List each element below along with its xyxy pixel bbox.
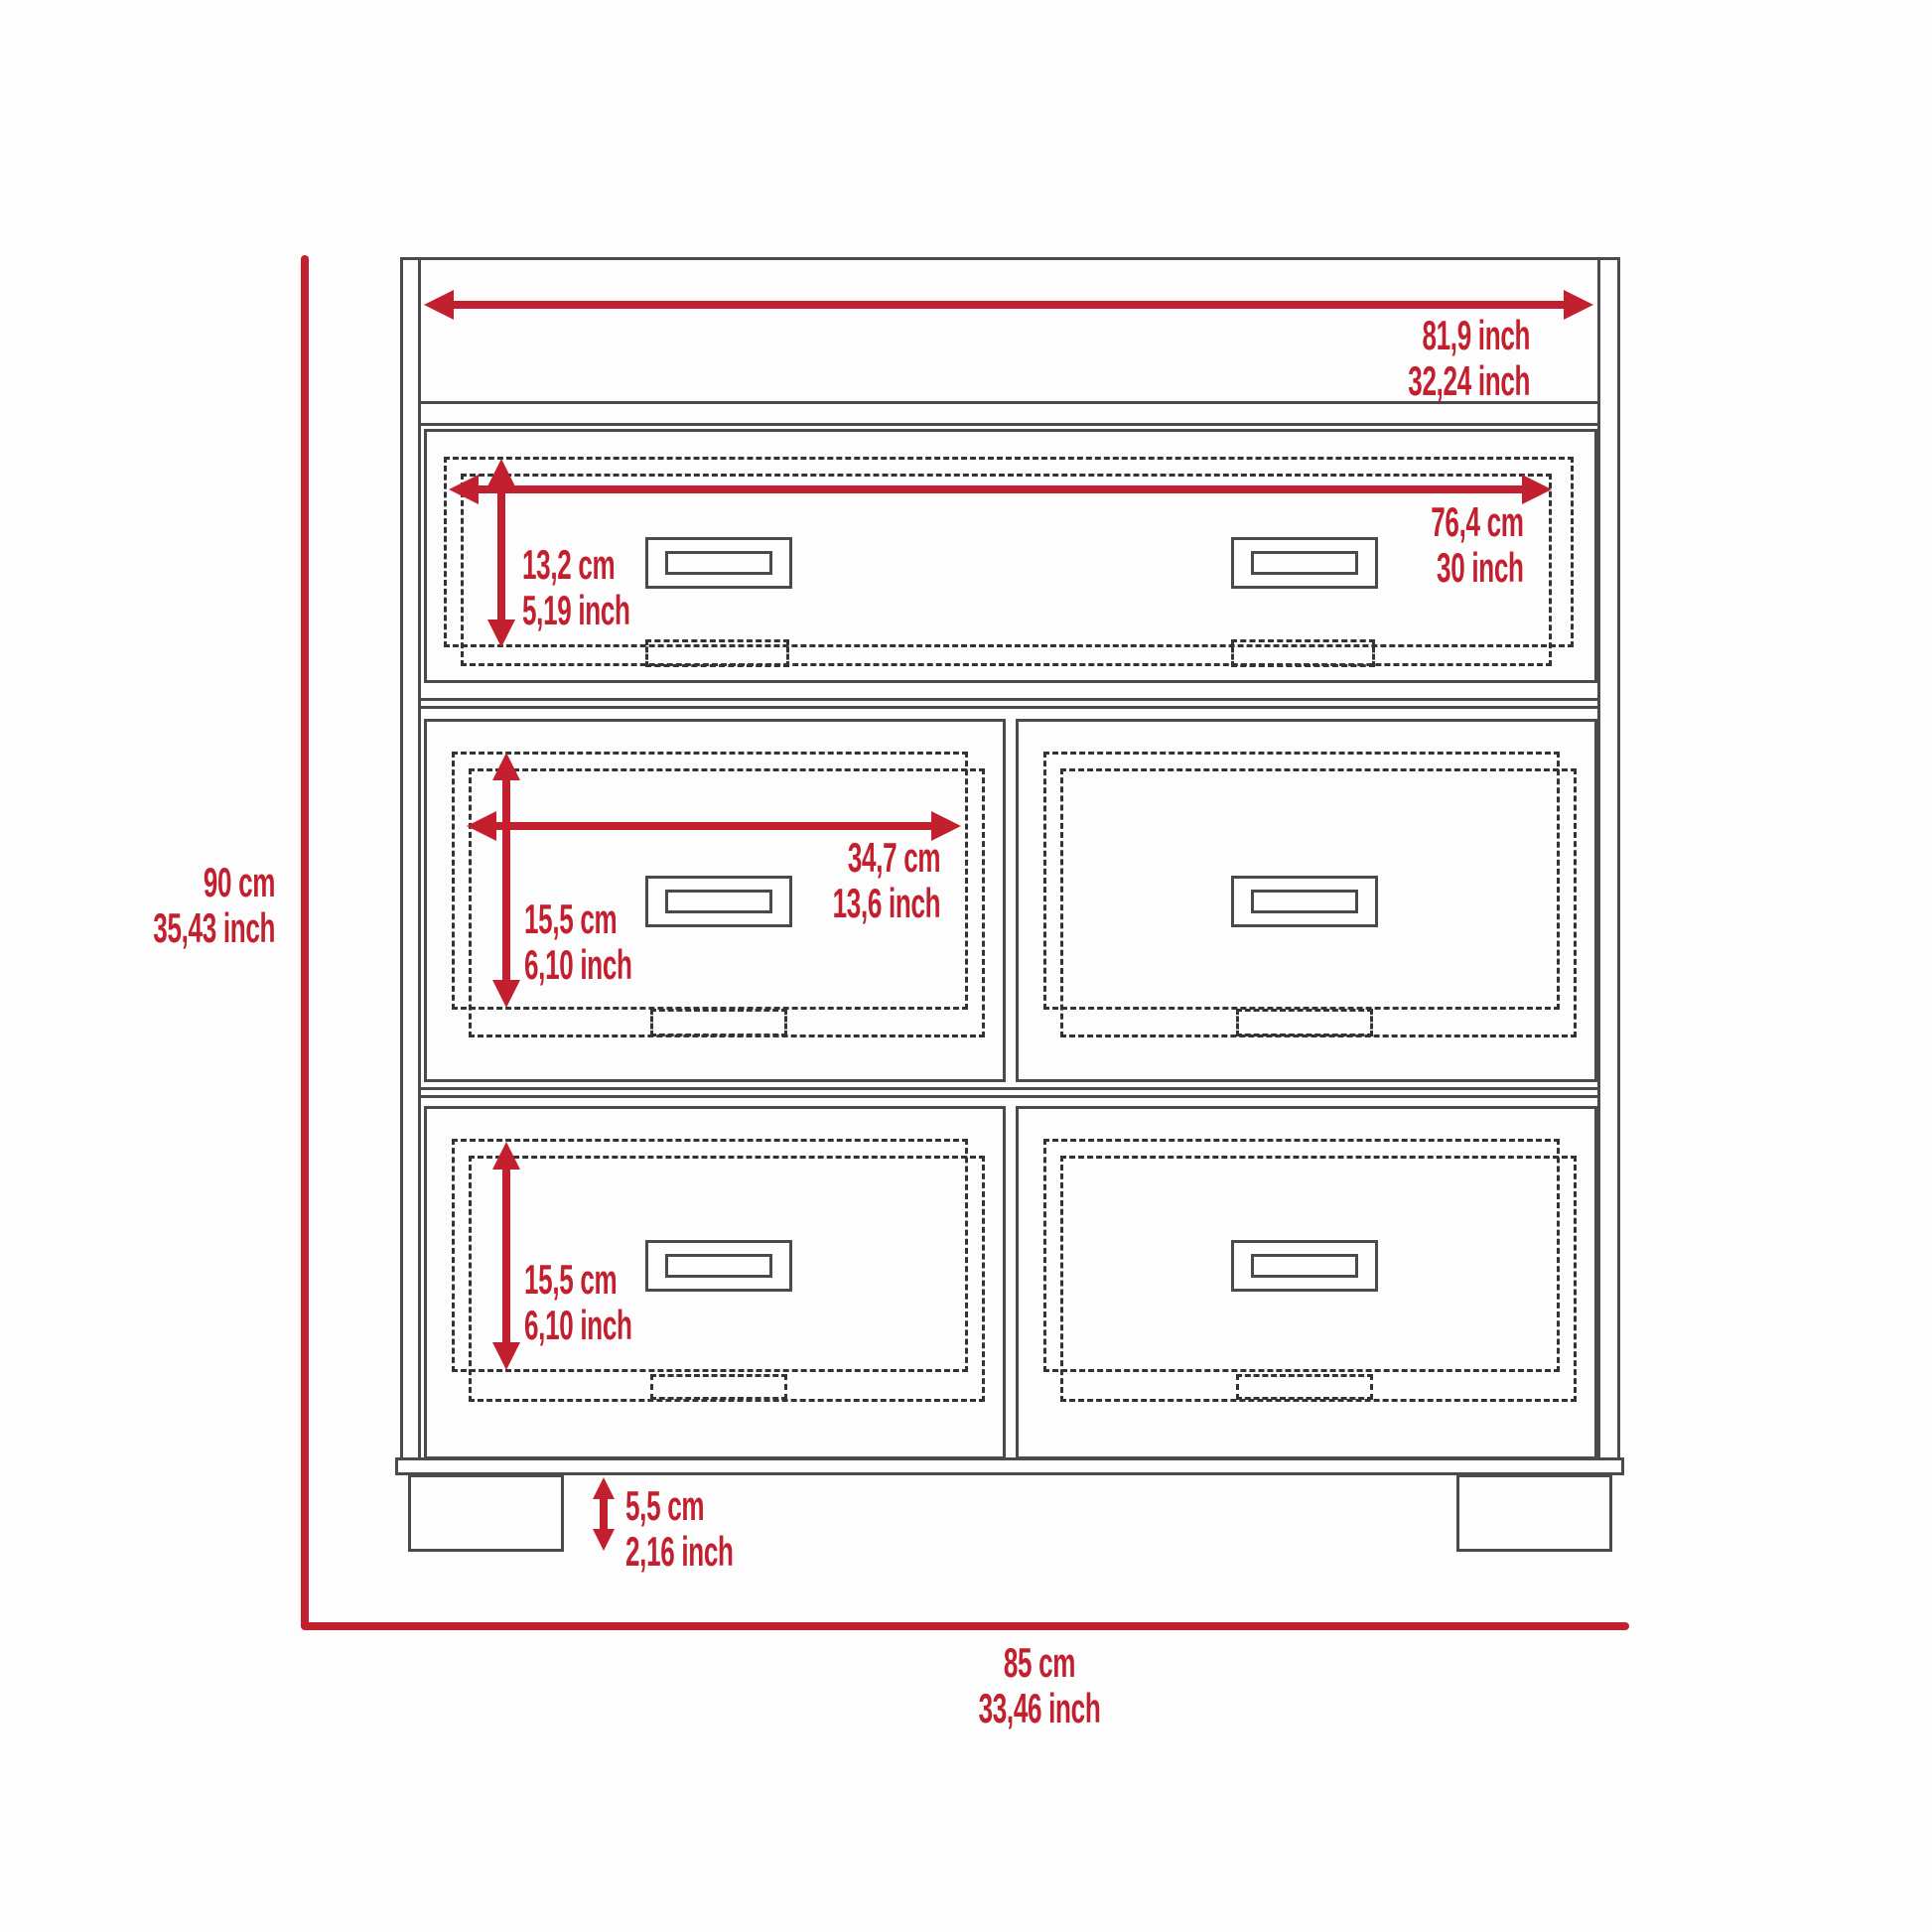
bottom-drawer-height-arrow-head-up xyxy=(492,1142,520,1170)
bottom-drawer-height-label: 15,5 cm 6,10 inch xyxy=(524,1256,632,1348)
top-drawer-handle-left xyxy=(645,537,792,589)
top-drawer-height-label: 13,2 cm 5,19 inch xyxy=(522,541,630,633)
handle-recess xyxy=(1251,1254,1358,1278)
middle-drawer-height-arrow-head-up xyxy=(492,753,520,780)
middle-left-drawer-handle xyxy=(645,876,792,927)
cabinet-right-panel-inner xyxy=(1597,257,1600,1461)
middle-drawer-width-label: 34,7 cm 13,6 inch xyxy=(832,834,940,926)
leg-height-label: 5,5 cm 2,16 inch xyxy=(625,1482,734,1575)
middle-drawer-height-arrow-bar xyxy=(502,778,510,982)
leg-height-arrow-head-up xyxy=(593,1477,615,1499)
leg-height-arrow-head-down xyxy=(593,1529,615,1551)
bottom-right-drawer-handle xyxy=(1231,1240,1378,1292)
overall-width-dimension-line xyxy=(301,1622,1629,1630)
cabinet-leg-right xyxy=(1456,1474,1612,1552)
cabinet-base-board xyxy=(395,1457,1624,1475)
top-drawer-width-arrow-head-right xyxy=(1522,475,1552,504)
handle-recess xyxy=(665,890,772,913)
top-width-arrow-bar xyxy=(450,301,1566,309)
handle-recess xyxy=(665,1254,772,1278)
top-drawer-height-arrow-head-down xyxy=(487,620,515,647)
overall-width-label: 85 cm 33,46 inch xyxy=(978,1639,1101,1731)
handle-recess xyxy=(665,551,772,575)
middle-drawer-height-arrow-head-down xyxy=(492,980,520,1008)
cabinet-top-edge xyxy=(400,257,1620,260)
top-width-label: 81,9 inch 32,24 inch xyxy=(1408,312,1530,404)
row-divider-2b xyxy=(418,1095,1600,1098)
middle-drawer-width-arrow-bar xyxy=(492,822,933,830)
leg-height-arrow-bar xyxy=(600,1497,608,1531)
cabinet-left-panel-outer xyxy=(400,257,403,1461)
top-drawer-width-label: 76,4 cm 30 inch xyxy=(1431,498,1524,591)
handle-recess xyxy=(1251,890,1358,913)
top-drawer-handle-right xyxy=(1231,537,1378,589)
bottom-drawer-height-arrow-bar xyxy=(502,1168,510,1344)
top-width-arrow-head-right xyxy=(1564,290,1593,320)
row-divider-1b xyxy=(418,706,1600,709)
middle-right-drawer-handle xyxy=(1231,876,1378,927)
overall-height-dimension-line xyxy=(301,255,309,1629)
overall-height-label: 90 cm 35,43 inch xyxy=(153,859,275,951)
row-divider-2a xyxy=(418,1087,1600,1090)
top-panel-bottom-line-2 xyxy=(418,423,1600,426)
handle-recess xyxy=(1251,551,1358,575)
top-drawer-height-arrow-bar xyxy=(497,484,505,621)
bottom-drawer-height-arrow-head-down xyxy=(492,1342,520,1370)
top-drawer-width-arrow-bar xyxy=(475,485,1524,493)
middle-drawer-height-label: 15,5 cm 6,10 inch xyxy=(524,896,632,988)
cabinet-left-panel-inner xyxy=(418,257,421,1461)
top-drawer-height-arrow-head-up xyxy=(487,459,515,486)
row-divider-1a xyxy=(418,698,1600,701)
cabinet-right-panel-outer xyxy=(1617,257,1620,1461)
cabinet-leg-left xyxy=(408,1474,564,1552)
bottom-left-drawer-handle xyxy=(645,1240,792,1292)
